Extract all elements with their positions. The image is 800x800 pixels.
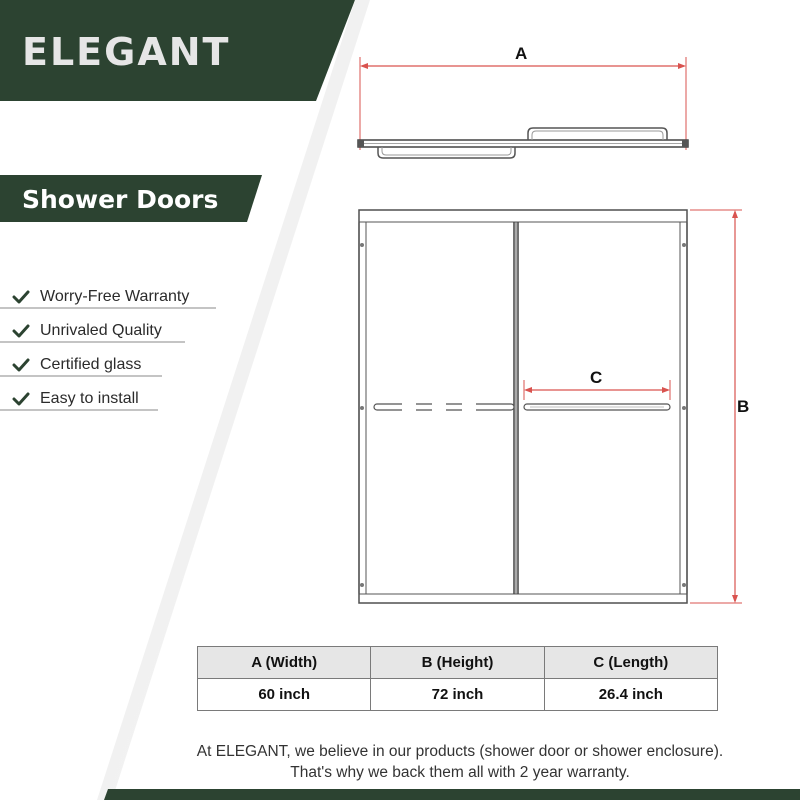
feature-item-install: [12, 387, 139, 411]
feature-item-warranty: [12, 285, 189, 309]
check-icon: [12, 357, 30, 373]
dimension-label-b: B: [737, 397, 750, 416]
bottom-bar: [104, 789, 800, 800]
header-cell-height: B (Height): [371, 647, 544, 679]
dimension-label-c: C: [590, 368, 603, 387]
header-cell-width: A (Width): [198, 647, 371, 679]
feature-label: Easy to install: [40, 390, 139, 407]
table-header-row: [198, 647, 718, 679]
header-cell-length: C (Length): [544, 647, 717, 679]
warranty-statement: [150, 741, 770, 783]
check-icon: [12, 391, 30, 407]
warranty-line-1: At ELEGANT, we believe in our products (shower door or shower enclosure).: [196, 743, 724, 760]
feature-label: Unrivaled Quality: [40, 322, 162, 339]
check-icon: [12, 289, 30, 305]
top-view-drawing: [358, 57, 688, 158]
dimension-label-a: A: [515, 44, 528, 63]
feature-label: Certified glass: [40, 356, 142, 373]
table-row: [198, 679, 718, 711]
section-title: Shower Doors: [22, 185, 219, 214]
brand-logo: ELEGANT: [22, 30, 231, 74]
feature-label: Worry-Free Warranty: [40, 288, 190, 305]
dimensions-table: [197, 646, 718, 711]
front-view-drawing: [359, 210, 742, 603]
value-cell-length: 26.4 inch: [544, 679, 717, 711]
warranty-line-2: That's why we back them all with 2 year warranty.: [290, 764, 630, 781]
feature-item-quality: [12, 319, 162, 343]
value-cell-height: 72 inch: [371, 679, 544, 711]
value-cell-width: 60 inch: [198, 679, 371, 711]
feature-item-glass: [12, 353, 141, 377]
check-icon: [12, 323, 30, 339]
